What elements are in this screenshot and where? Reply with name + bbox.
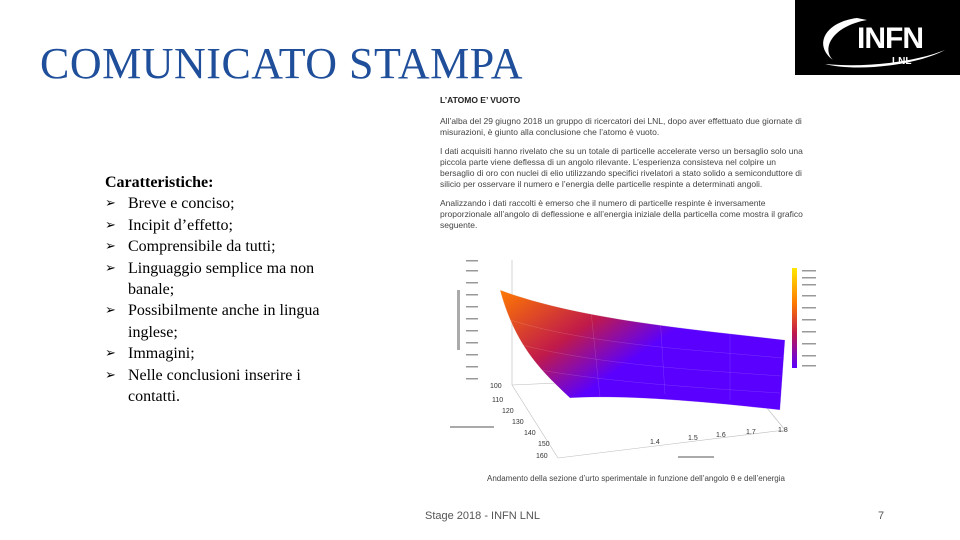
energy-tick: 1.8 [778,427,788,434]
press-release-document [440,95,810,239]
document-paragraph: All’alba del 29 giugno 2018 un gruppo di ricercatori dei LNL, dopo aver effettuato due giornate di misurazioni, è giunto alla conclusione che l’atomo è vuoto. [440,116,802,137]
energy-tick: 1.6 [716,432,726,439]
list-item: ➢ Linguaggio semplice ma non banale; [105,259,315,299]
list-item: ➢ Nelle conclusioni inserire i contatti. [105,366,301,406]
list-item: ➢ Incipit d’effetto; [105,215,340,236]
angle-tick: 110 [492,397,504,404]
angle-tick: 120 [502,408,514,415]
logo-text: INFN [857,22,923,55]
arrow-bullet-icon: ➢ [105,346,116,362]
energy-axis-label [678,456,714,458]
list-item: ➢ Possibilmente anche in lingua inglese; [105,302,320,341]
arrow-bullet-icon: ➢ [105,303,116,319]
z-axis-ticks [466,260,478,380]
arrow-bullet-icon: ➢ [105,239,116,255]
list-heading: Caratteristiche: [105,174,214,191]
colorbar-ticks [802,270,816,367]
surface-plot [440,250,840,470]
list-item: ➢ Breve e conciso; [105,193,340,214]
figure-caption: Andamento della sezione d’urto sperimentale in funzione dell’angolo θ e dell’energia [487,474,785,483]
list-item: ➢ Comprensibile da tutti; [105,236,340,257]
document-heading: L’ATOMO E’ VUOTO [440,95,521,105]
arrow-bullet-icon: ➢ [105,196,116,212]
angle-tick: 150 [538,441,550,448]
footer-text: Stage 2018 - INFN LNL [425,510,540,522]
document-paragraph: I dati acquisiti hanno rivelato che su un totale di particelle accelerate verso un bersaglio solo una piccola parte viene deflessa di un angolo rilevante. L’esperienza consisteva nel colpire un bersaglio di oro con nuclei di elio utilizzando specifici rivelatori a stato solido a semiconduttore di silicio per osservare il numero e l’energia delle particelle respinte a determinati angoli. [440,146,803,189]
logo-subtext: LNL [892,56,912,67]
characteristics-list [105,172,340,407]
document-paragraph: Analizzando i dati raccolti è emerso che il numero di particelle respinte è inversamente proporzionale all’angolo di deflessione e all’energia iniziale della particella come mostra il grafico seguente. [440,198,803,230]
arrow-bullet-icon: ➢ [105,260,116,276]
arrow-bullet-icon: ➢ [105,367,116,383]
angle-tick: 160 [536,453,548,460]
slide-title: COMUNICATO STAMPA [40,39,523,88]
angle-tick: 100 [490,383,502,390]
z-axis-label [457,290,460,350]
arrow-bullet-icon: ➢ [105,217,116,233]
list-item: ➢ Immagini; [105,343,340,364]
colorbar [792,268,797,368]
angle-axis-label [450,426,494,428]
energy-tick: 1.4 [650,439,660,446]
angle-tick: 140 [524,430,536,437]
angle-tick: 130 [512,419,524,426]
energy-tick: 1.5 [688,435,698,442]
page-number: 7 [878,510,885,522]
energy-tick: 1.7 [746,429,756,436]
